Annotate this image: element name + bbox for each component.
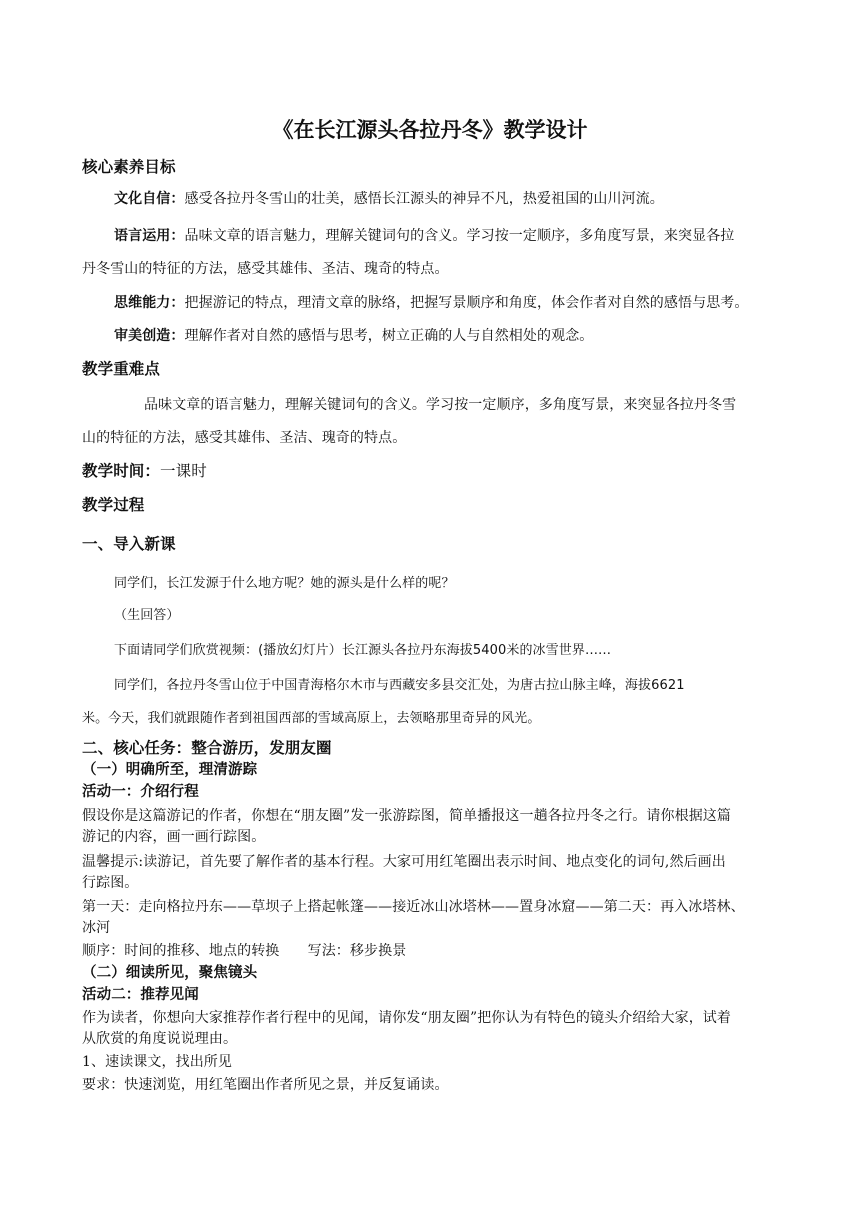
goal-language-cont: 丹冬雪山的特征的方法，感受其雄伟、圣洁、瑰奇的特点。 <box>82 261 449 277</box>
section-heading-goals: 核心素养目标 <box>82 157 176 176</box>
paragraph: 温馨提示:读游记，首先要了解作者的基本行程。大家可用红笔圈出表示时间、地点变化的词句,然后画出 <box>82 854 726 870</box>
paragraph: 顺序：时间的推移、地点的转换 写法：移步换景 <box>82 943 407 959</box>
part-two-heading: 二、核心任务：整合游历，发朋友圈 <box>82 738 332 757</box>
paragraph: 假设你是这篇游记的作者，你想在“朋友圈”发一张游踪图，简单播报这一趟各拉丹冬之行。请你根据这篇 <box>82 808 732 824</box>
goal-text: 把握游记的特点，理清文章的脉络，把握写景顺序和角度，体会作者对自然的感悟与思考。 <box>184 295 749 311</box>
goal-text: 品味文章的语言魅力，理解关键词句的含义。学习按一定顺序，多角度写景，来突显各拉 <box>184 228 735 244</box>
paragraph-cont: 游记的内容，画一画行踪图。 <box>82 829 266 845</box>
goal-label: 语言运用： <box>114 228 185 244</box>
paragraph: 作为读者，你想向大家推荐作者行程中的见闻，请你发“朋友圈”把你认为有特色的镜头介绍给大家，试着 <box>82 1010 732 1026</box>
activity-heading: 活动二：推荐见闻 <box>82 986 199 1003</box>
goal-language <box>114 226 814 246</box>
paragraph-cont: 行踪图。 <box>82 875 139 891</box>
goal-culture <box>114 189 814 209</box>
goal-thinking <box>114 293 814 313</box>
time-value: 一课时 <box>160 462 207 480</box>
paragraph: 同学们，长江发源于什么地方呢？她的源头是什么样的呢？ <box>114 576 455 591</box>
paragraph: 1、速读课文，找出所见 <box>82 1054 233 1070</box>
paragraph: 要求：快速浏览，用红笔圈出作者所见之景，并反复诵读。 <box>82 1077 449 1093</box>
paragraph: （生回答） <box>114 608 180 623</box>
paragraph: 同学们，各拉丹冬雪山位于中国青海格尔木市与西藏安多县交汇处，为唐古拉山脉主峰，海拔6621 <box>114 678 685 693</box>
section-heading-keypoints: 教学重难点 <box>82 359 161 378</box>
part-one-heading: 一、导入新课 <box>82 534 176 553</box>
paragraph-cont: 米。今天，我们就跟随作者到祖国西部的雪域高原上，去领略那里奇异的风光。 <box>82 711 541 726</box>
goal-label: 审美创造： <box>114 328 185 344</box>
keypoints-text: 品味文章的语言魅力，理解关键词句的含义。学习按一定顺序，多角度写景，来突显各拉丹冬雪 <box>144 397 737 413</box>
subsection-heading: （二）细读所见，聚焦镜头 <box>82 964 258 981</box>
time-label: 教学时间： <box>82 461 161 480</box>
section-heading-process: 教学过程 <box>82 495 145 514</box>
keypoints-text-cont: 山的特征的方法，感受其雄伟、圣洁、瑰奇的特点。 <box>82 430 407 446</box>
activity-heading: 活动一：介绍行程 <box>82 783 199 800</box>
teaching-time <box>82 461 782 481</box>
paragraph-cont: 从欣赏的角度说说理由。 <box>82 1031 238 1047</box>
goal-label: 思维能力： <box>114 295 185 311</box>
paragraph-cont: 冰河 <box>82 920 111 936</box>
goal-text: 理解作者对自然的感悟与思考，树立正确的人与自然相处的观念。 <box>184 328 594 344</box>
document-title: 《在长江源头各拉丹冬》教学设计 <box>272 117 588 142</box>
paragraph: 第一天：走向格拉丹东——草坝子上搭起帐篷——接近冰山冰塔林——置身冰窟——第二天：再入冰塔林、 <box>82 899 745 915</box>
paragraph: 下面请同学们欣赏视频：(播放幻灯片）长江源头各拉丹东海拔5400米的冰雪世界…… <box>114 643 612 658</box>
goal-text: 感受各拉丹冬雪山的壮美，感悟长江源头的神异不凡，热爱祖国的山川河流。 <box>184 191 664 207</box>
goal-label: 文化自信： <box>114 191 185 207</box>
goal-aesthetic <box>114 326 814 346</box>
subsection-heading: （一）明确所至，理清游踪 <box>82 761 258 778</box>
